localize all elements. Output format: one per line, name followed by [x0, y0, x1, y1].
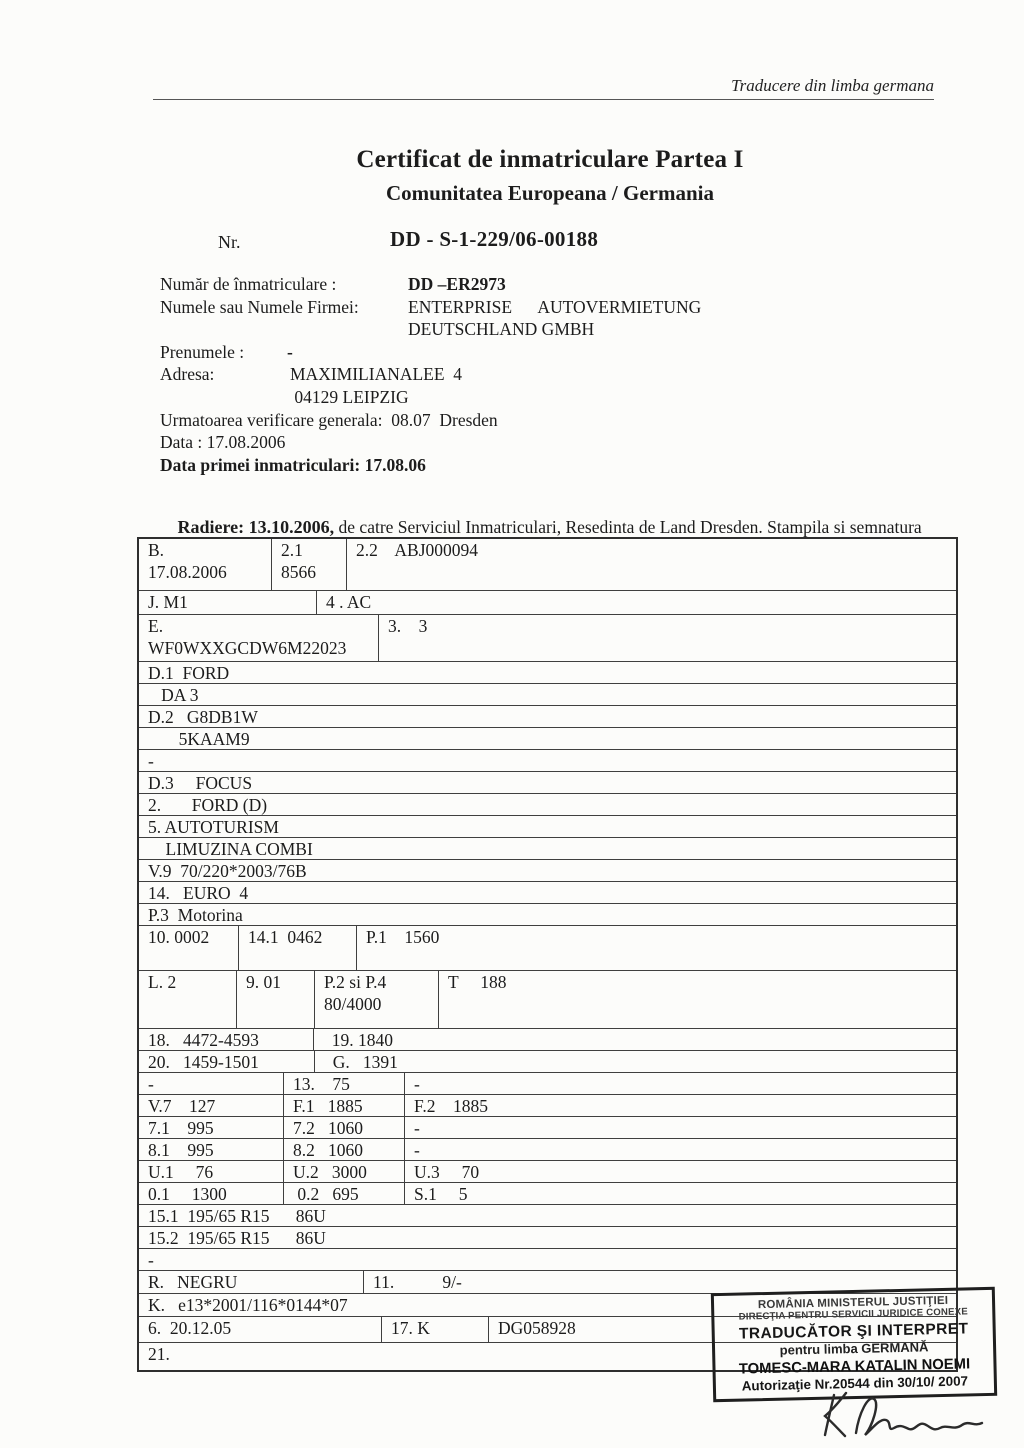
table-cell: 2.1 8566 — [272, 539, 347, 590]
table-cell: R. NEGRU — [139, 1271, 364, 1293]
table-row — [139, 1139, 956, 1161]
table-cell: 14.1 0462 — [239, 926, 357, 970]
table-cell: LIMUZINA COMBI — [148, 839, 313, 859]
table-row — [139, 1205, 956, 1227]
table-cell: 7.2 1060 — [284, 1117, 405, 1138]
stamp-line-ministry: ROMÂNIA MINISTERUL JUSTIŢIEI — [757, 1294, 949, 1312]
table-cell: 6. 20.12.05 — [139, 1317, 382, 1342]
table-row — [139, 728, 956, 750]
fields-block — [160, 273, 701, 476]
table-cell: P.1 1560 — [366, 927, 440, 947]
table-row — [139, 684, 956, 706]
table-row — [139, 591, 956, 615]
table-row — [139, 615, 956, 662]
table-cell: U.2 3000 — [284, 1161, 405, 1182]
table-cell: 5KAAM9 — [148, 729, 250, 749]
table-row — [139, 1249, 956, 1271]
table-cell: - — [414, 1074, 420, 1094]
table-cell: S.1 5 — [414, 1184, 468, 1204]
table-cell: J. M1 — [139, 591, 317, 614]
table-row — [139, 794, 956, 816]
table-cell: T 188 — [448, 972, 507, 992]
table-row — [139, 1051, 956, 1073]
field-next-inspection: Urmatoarea verificare generala: 08.07 Dresden — [160, 409, 498, 430]
table-row — [139, 706, 956, 728]
table-cell: V.7 127 — [139, 1095, 284, 1116]
table-cell: 0.1 1300 — [139, 1183, 284, 1204]
table-row — [139, 539, 956, 591]
handwritten-signature — [812, 1383, 992, 1448]
table-cell: 5. AUTOTURISM — [148, 817, 279, 837]
header-rule — [153, 99, 934, 100]
table-cell: DG058928 — [498, 1318, 576, 1338]
page-subtitle: Comunitatea Europeana / Germania — [385, 181, 715, 205]
table-cell: D.1 FORD — [148, 663, 230, 683]
translation-annotation: Traducere din limba germana — [731, 76, 934, 95]
table-row — [139, 1029, 956, 1051]
table-row — [139, 1183, 956, 1205]
table-cell: B. 17.08.2006 — [139, 539, 272, 590]
table-row — [139, 1117, 956, 1139]
table-cell: D.2 G8DB1W — [148, 707, 258, 727]
table-cell: - — [148, 1250, 154, 1270]
table-cell: - — [148, 751, 154, 771]
table-cell: - — [414, 1140, 420, 1160]
page-title: Certificat de inmatriculare Partea I — [356, 146, 744, 173]
table-cell: F.2 1885 — [414, 1096, 488, 1116]
field-registration-number: Număr de înmatriculare : DD –ER2973 — [160, 274, 506, 294]
table-cell: 7.1 995 — [139, 1117, 284, 1138]
table-cell: - — [414, 1118, 420, 1138]
table-row — [139, 1073, 956, 1095]
field-company-name: Numele sau Numele Firmei: ENTERPRISE AUTOVERMIETUNG — [160, 296, 702, 317]
table-cell: P.3 Motorina — [148, 905, 243, 925]
table-cell: K. e13*2001/116*0144*07 — [148, 1295, 348, 1315]
table-cell: 14. EURO 4 — [148, 883, 249, 903]
stamp-line-directorate: DIRECŢIA PENTRU SERVICII JURIDICE CONEXE — [738, 1306, 969, 1323]
table-row — [139, 904, 956, 926]
stamp-line-authorization: Autorizaţie Nr.20544 din 30/10/ 2007 — [741, 1373, 969, 1394]
field-first-registration-date: Data primei inmatriculari: 17.08.06 — [160, 454, 426, 475]
field-date: Data : 17.08.2006 — [160, 432, 286, 453]
table-cell: DA 3 — [148, 685, 199, 705]
table-cell: 21. — [148, 1344, 170, 1364]
table-row — [139, 750, 956, 772]
table-cell: 13. 75 — [284, 1073, 405, 1094]
table-row — [139, 1095, 956, 1117]
nr-label: Nr. — [218, 232, 241, 252]
table-cell: 10. 0002 — [139, 926, 239, 970]
table-cell: 15.1 195/65 R15 86U — [148, 1206, 326, 1226]
table-cell: 8.2 1060 — [284, 1139, 405, 1160]
table-cell: 20. 1459-1501 — [139, 1051, 315, 1072]
table-cell: 2.2 ABJ000094 — [356, 540, 479, 560]
deregistration-line: Radiere: 13.10.2006, de catre Serviciul Inmatriculari, Resedinta de Land Dresden. Stampila si semnatura — [177, 517, 922, 537]
table-row — [139, 971, 956, 1029]
table-cell: 8.1 995 — [139, 1139, 284, 1160]
table-cell: P.2 si P.4 80/4000 — [315, 971, 439, 1028]
table-cell: G. 1391 — [324, 1052, 398, 1072]
table-row — [139, 860, 956, 882]
table-cell: F.1 1885 — [284, 1095, 405, 1116]
table-cell: 19. 1840 — [323, 1030, 393, 1050]
cert-table — [137, 537, 958, 1372]
field-first-name: Prenumele : - — [160, 341, 293, 362]
table-row — [139, 882, 956, 904]
table-cell: D.3 FOCUS — [148, 773, 253, 793]
table-cell: - — [139, 1073, 284, 1094]
field-company-name-2: DEUTSCHLAND GMBH — [408, 319, 595, 340]
stamp-line-translator-name: TOMESC-MARA KATALIN NOEMI — [738, 1356, 971, 1378]
table-cell: 18. 4472-4593 — [139, 1029, 314, 1050]
table-cell: 4 . AC — [326, 592, 372, 612]
table-cell: U.3 70 — [414, 1162, 480, 1182]
table-cell: E. WF0WXXGCDW6M22023 — [139, 615, 379, 661]
table-row — [139, 926, 956, 971]
table-row — [139, 838, 956, 860]
table-row — [139, 1161, 956, 1183]
table-cell: 15.2 195/65 R15 86U — [148, 1228, 326, 1248]
table-cell: 3. 3 — [388, 616, 428, 636]
stamp-line-translator-title: TRADUCĂTOR ŞI INTERPRET — [738, 1320, 969, 1343]
table-cell: 17. K — [382, 1317, 489, 1342]
table-row — [139, 816, 956, 838]
table-row — [139, 1227, 956, 1249]
field-address-2: 04129 LEIPZIG — [290, 386, 409, 407]
table-cell: 9. 01 — [237, 971, 315, 1028]
table-cell: 0.2 695 — [284, 1183, 405, 1204]
table-row — [139, 662, 956, 684]
field-address: Adresa: MAXIMILIANALEE 4 — [160, 364, 463, 385]
table-cell: L. 2 — [139, 971, 237, 1028]
table-cell: 2. FORD (D) — [148, 795, 268, 815]
table-cell: U.1 76 — [139, 1161, 284, 1182]
table-cell: V.9 70/220*2003/76B — [148, 861, 307, 881]
stamp-line-language: pentru limba GERMANĂ — [779, 1339, 929, 1358]
table-row — [139, 772, 956, 794]
nr-value: DD - S-1-229/06-00188 — [390, 227, 599, 251]
signature-icon — [812, 1383, 992, 1445]
table-cell: 11. 9/- — [373, 1272, 462, 1292]
